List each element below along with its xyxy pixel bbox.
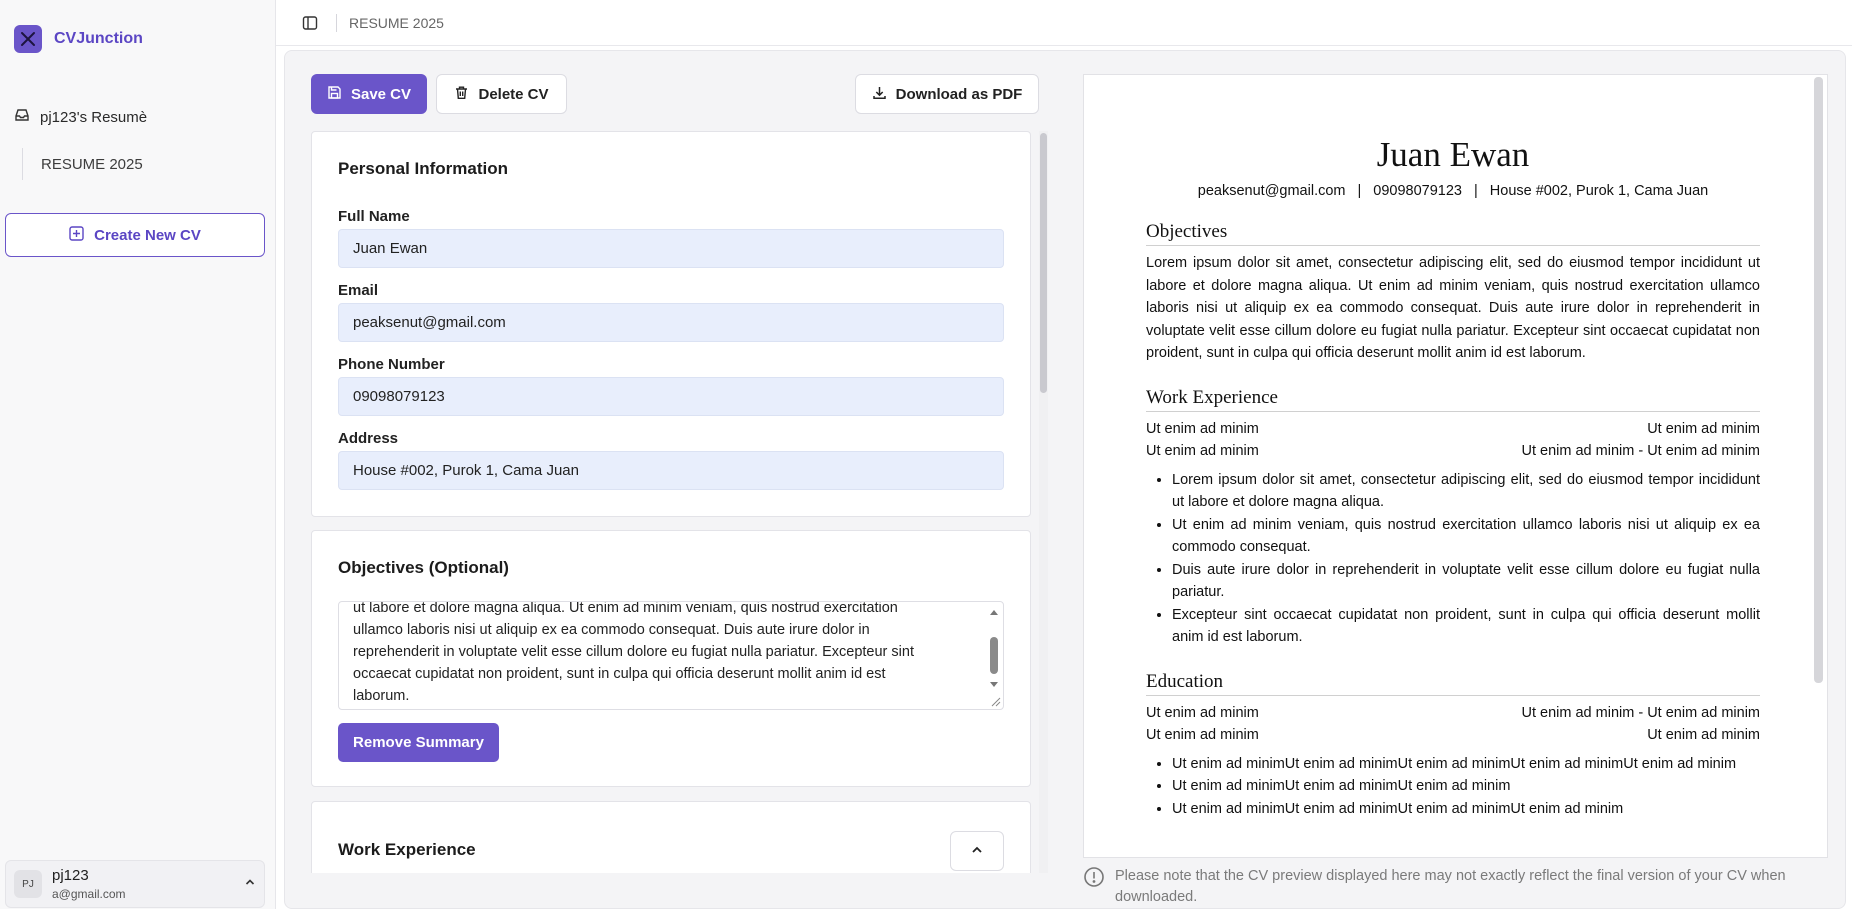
breadcrumb[interactable]: RESUME 2025 — [349, 14, 444, 31]
user-email: a@gmail.com — [52, 887, 126, 901]
list-item: • Duis aute irure dolor in reprehenderit in voluptate velit esse cillum dolore eu fugiat nulla pariatur. — [1172, 559, 1760, 604]
chevron-up-icon — [244, 875, 256, 893]
preview-objectives-text: Lorem ipsum dolor sit amet, consectetur adipiscing elit, sed do eiusmod tempor incididunt ut labore et dolore magna aliqua. Ut enim ad minim veniam, quis nostrud exercitation ullamco laboris nisi ut aliquip ex ea commodo consequat. Duis aute irure dolor in reprehenderit in voluptate velit esse cillum dolore eu fugiat nulla pariatur. Excepteur sint occaecat cupidatat non proident, sunt in culpa qui officia deserunt mollit anim id est laborum. — [1146, 255, 1760, 361]
preview-objectives-heading: Objectives — [1146, 221, 1760, 246]
preview-work-company: Ut enim ad minim — [1146, 420, 1259, 437]
email-label: Email — [338, 282, 379, 299]
save-cv-button[interactable] — [311, 74, 427, 114]
list-item: • Ut enim ad minimUt enim ad minimUt enim ad minim — [1172, 775, 1760, 798]
preview-edu-row — [1146, 724, 1760, 747]
form-scrollbar-thumb[interactable] — [1040, 133, 1047, 393]
user-name: pj123 — [52, 867, 89, 884]
trash-icon — [454, 85, 469, 104]
work-experience-title: Work Experience — [338, 840, 476, 859]
preview-work-row — [1146, 418, 1760, 441]
delete-cv-label: Delete CV — [478, 85, 549, 103]
cv-preview-document — [1146, 135, 1760, 820]
preview-work-row — [1146, 440, 1760, 463]
textarea-line: laborum. — [353, 688, 410, 704]
create-new-cv-label: Create New CV — [94, 226, 201, 244]
personal-info-card — [311, 131, 1031, 517]
sidebar-item-resume-2025[interactable] — [22, 148, 143, 180]
email-input[interactable]: peaksenut@gmail.com — [338, 303, 1004, 342]
preview-work-dates: Ut enim ad minim - Ut enim ad minim — [1521, 443, 1760, 459]
preview-work-bullets — [1146, 469, 1760, 649]
user-menu[interactable] — [5, 860, 265, 908]
inbox-icon — [14, 107, 30, 127]
chevron-up-icon — [970, 843, 984, 860]
address-label: Address — [338, 430, 399, 447]
preview-work-heading: Work Experience — [1146, 387, 1760, 412]
cv-preview — [1083, 74, 1828, 858]
preview-work-location: Ut enim ad minim — [1647, 420, 1760, 437]
objectives-title: Objectives (Optional) — [338, 558, 509, 577]
preview-separator: | — [1357, 183, 1362, 199]
plus-square-icon — [69, 226, 84, 245]
preview-edu-bullets — [1146, 753, 1760, 821]
list-item: • Ut enim ad minimUt enim ad minimUt enim ad minimUt enim ad minim — [1172, 798, 1760, 821]
preview-edu-row — [1146, 702, 1760, 725]
full-name-label: Full Name — [338, 208, 410, 225]
phone-input[interactable]: 09098079123 — [338, 377, 1004, 416]
preview-note — [1083, 866, 1828, 908]
sidebar-item-label: RESUME 2025 — [41, 155, 143, 173]
phone-label: Phone Number — [338, 356, 445, 373]
objectives-textarea-content — [353, 601, 973, 707]
preview-name: Juan Ewan — [1376, 135, 1530, 174]
objectives-card — [311, 530, 1031, 787]
textarea-line: reprehenderit in voluptate velit esse cillum dolore eu fugiat nulla pariatur. Excepteur sint — [353, 644, 914, 660]
brand-name: CVJunction — [54, 30, 143, 47]
list-item: • Excepteur sint occaecat cupidatat non proident, sunt in culpa qui officia deserunt mollit anim id est laborum. — [1172, 604, 1760, 649]
preview-scrollbar[interactable] — [1814, 77, 1823, 683]
preview-work-position: Ut enim ad minim — [1146, 443, 1259, 459]
preview-contact-line — [1146, 183, 1760, 199]
list-item: • Ut enim ad minimUt enim ad minimUt enim ad minimUt enim ad minimUt enim ad minim — [1172, 753, 1760, 776]
preview-separator: | — [1474, 183, 1478, 199]
download-pdf-button[interactable] — [855, 74, 1039, 114]
preview-email: peaksenut@gmail.com — [1197, 183, 1346, 199]
preview-address: House #002, Purok 1, Cama Juan — [1489, 183, 1709, 199]
textarea-scrollbar[interactable] — [987, 604, 1001, 707]
download-pdf-label: Download as PDF — [895, 85, 1023, 103]
avatar: PJ — [14, 870, 42, 898]
objectives-textarea[interactable] — [338, 601, 1004, 710]
brand[interactable] — [14, 25, 143, 53]
sidebar-toggle-icon[interactable] — [298, 11, 322, 35]
sidebar-group-label: pj123's Resumè — [40, 108, 148, 126]
delete-cv-button[interactable] — [436, 74, 567, 114]
collapse-button[interactable] — [950, 831, 1004, 871]
textarea-line: ullamco laboris nisi ut aliquip ex ea commodo consequat. Duis aute irure dolor in — [353, 622, 870, 638]
textarea-line: ut labore et dolore magna aliqua. Ut enim ad minim veniam, quis nostrud exercitation — [353, 601, 898, 616]
preview-education-heading: Education — [1146, 671, 1760, 696]
address-input[interactable]: House #002, Purok 1, Cama Juan — [338, 451, 1004, 490]
download-icon — [872, 85, 887, 104]
preview-note-text: Please note that the CV preview displayed here may not exactly reflect the final version of your CV when downloaded. — [1115, 868, 1786, 905]
cv-form — [311, 131, 1031, 873]
topbar — [276, 0, 1852, 46]
preview-phone: 09098079123 — [1373, 183, 1462, 199]
brand-logo-icon — [14, 25, 42, 53]
save-cv-label: Save CV — [350, 85, 412, 103]
list-item: • Lorem ipsum dolor sit amet, consectetur adipiscing elit, sed do eiusmod tempor incididunt ut labore et dolore magna aliqua. — [1172, 469, 1760, 514]
sidebar-group-resumes[interactable] — [14, 107, 147, 127]
save-icon — [327, 85, 342, 104]
create-new-cv-button[interactable] — [5, 213, 265, 257]
textarea-line: occaecat cupidatat non proident, sunt in culpa qui officia deserunt mollit anim id est — [353, 666, 886, 682]
personal-info-title: Personal Information — [338, 159, 509, 178]
form-scrollbar[interactable] — [1039, 131, 1048, 873]
remove-summary-button[interactable]: Remove Summary — [338, 723, 499, 762]
work-experience-card — [311, 801, 1031, 873]
preview-edu-dates: Ut enim ad minim - Ut enim ad minim — [1521, 704, 1760, 721]
topbar-divider — [336, 14, 337, 32]
preview-edu-degree: Ut enim ad minim — [1146, 727, 1259, 743]
sidebar — [0, 0, 276, 909]
preview-edu-location: Ut enim ad minim — [1647, 727, 1760, 743]
list-item: • Ut enim ad minim veniam, quis nostrud exercitation ullamco laboris nisi ut aliquip ex ea commodo consequat. — [1172, 514, 1760, 559]
preview-edu-school: Ut enim ad minim — [1146, 704, 1259, 721]
info-icon — [1083, 866, 1105, 908]
full-name-input[interactable]: Juan Ewan — [338, 229, 1004, 268]
